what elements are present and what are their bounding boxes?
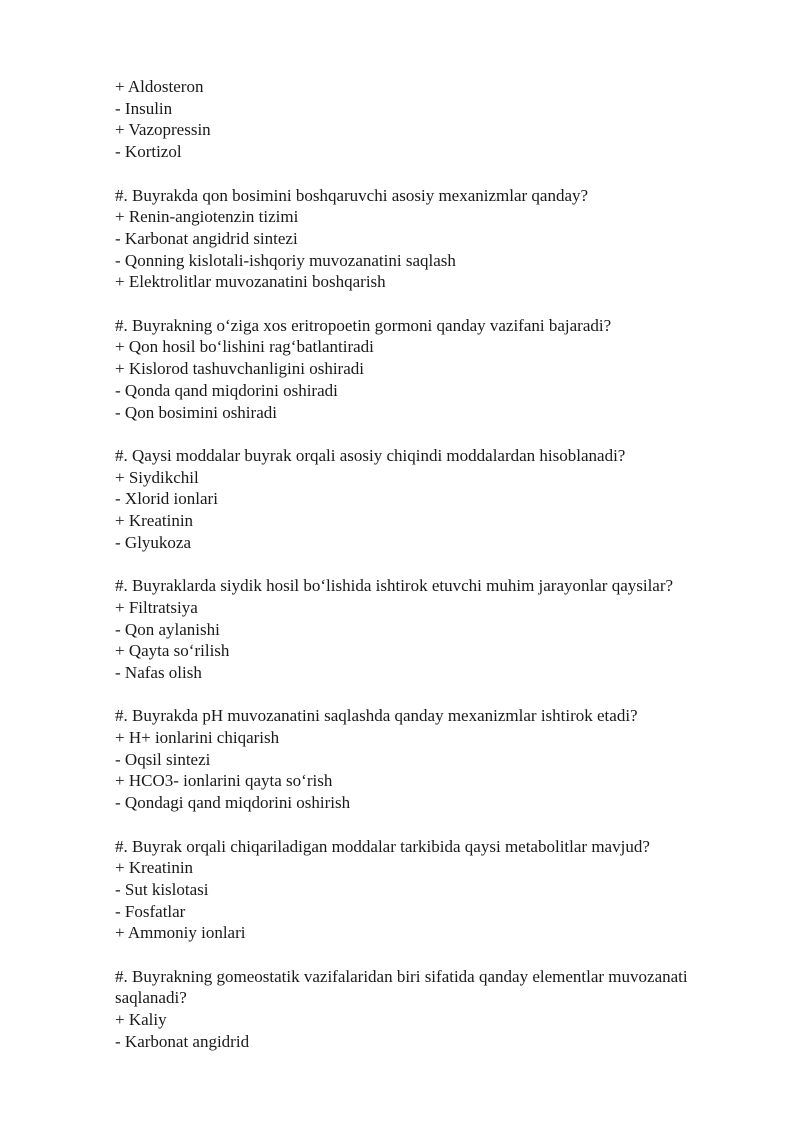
question-block-1 bbox=[115, 76, 755, 163]
question-text: #. Qaysi moddalar buyrak orqali asosiy chiqindi moddalardan hisoblanadi? bbox=[115, 445, 626, 465]
answer-option: + Elektrolitlar muvozanatini boshqarish bbox=[115, 272, 386, 292]
answer-option: - Karbonat angidrid sintezi bbox=[115, 228, 298, 248]
answer-option: - Qonda qand miqdorini oshiradi bbox=[115, 380, 338, 400]
question-text: #. Buyraklarda siydik hosil bo‘lishida ishtirok etuvchi muhim jarayonlar qaysilar? bbox=[115, 576, 674, 596]
question-block-2 bbox=[115, 185, 755, 294]
answer-option: - Qon aylanishi bbox=[115, 619, 220, 639]
answer-option: - Kortizol bbox=[115, 142, 182, 162]
question-text: #. Buyrakda qon bosimini boshqaruvchi asosiy mexanizmlar qanday? bbox=[115, 185, 589, 205]
answer-option: + Qon hosil bo‘lishini rag‘batlantiradi bbox=[115, 337, 374, 357]
answer-option: - Qon bosimini oshiradi bbox=[115, 402, 277, 422]
answer-option: - Insulin bbox=[115, 98, 173, 118]
answer-option: - Glyukoza bbox=[115, 532, 192, 552]
question-text: #. Buyrakning gomeostatik vazifalaridan biri sifatida qanday elementlar muvozanati saqlanadi? bbox=[115, 966, 692, 1008]
answer-option: - Sut kislotasi bbox=[115, 879, 209, 899]
answer-option: - Xlorid ionlari bbox=[115, 489, 218, 509]
answer-option: + Siydikchil bbox=[115, 467, 199, 487]
question-block-4 bbox=[115, 445, 755, 554]
answer-option: - Oqsil sintezi bbox=[115, 749, 211, 769]
answer-option: - Qondagi qand miqdorini oshirish bbox=[115, 793, 351, 813]
answer-option: + HCO3- ionlarini qayta so‘rish bbox=[115, 771, 333, 791]
question-block-3 bbox=[115, 315, 755, 424]
answer-option: + Filtratsiya bbox=[115, 597, 198, 617]
question-block-5 bbox=[115, 575, 755, 684]
answer-option: - Nafas olish bbox=[115, 662, 202, 682]
answer-option: + Renin-angiotenzin tizimi bbox=[115, 207, 299, 227]
question-block-7 bbox=[115, 836, 755, 945]
question-text: #. Buyrakda pH muvozanatini saqlashda qanday mexanizmlar ishtirok etadi? bbox=[115, 706, 638, 726]
question-text: #. Buyrak orqali chiqariladigan moddalar tarkibida qaysi metabolitlar mavjud? bbox=[115, 836, 650, 856]
answer-option: - Fosfatlar bbox=[115, 901, 186, 921]
answer-option: + H+ ionlarini chiqarish bbox=[115, 728, 280, 748]
quiz-content bbox=[115, 76, 755, 1053]
answer-option: + Kreatinin bbox=[115, 511, 194, 531]
answer-option: + Qayta so‘rilish bbox=[115, 641, 230, 661]
answer-option: + Vazopressin bbox=[115, 120, 211, 140]
answer-option: + Kreatinin bbox=[115, 858, 194, 878]
answer-option: + Ammoniy ionlari bbox=[115, 923, 246, 943]
answer-option: - Qonning kislotali-ishqoriy muvozanatini saqlash bbox=[115, 250, 456, 270]
answer-option: + Aldosteron bbox=[115, 77, 204, 96]
answer-option: + Kislorod tashuvchanligini oshiradi bbox=[115, 359, 364, 379]
answer-option: + Kaliy bbox=[115, 1010, 167, 1030]
answer-option: - Karbonat angidrid bbox=[115, 1031, 250, 1051]
question-text: #. Buyrakning o‘ziga xos eritropoetin gormoni qanday vazifani bajaradi? bbox=[115, 315, 612, 335]
question-block-6 bbox=[115, 705, 755, 814]
question-block-8 bbox=[115, 966, 755, 1053]
